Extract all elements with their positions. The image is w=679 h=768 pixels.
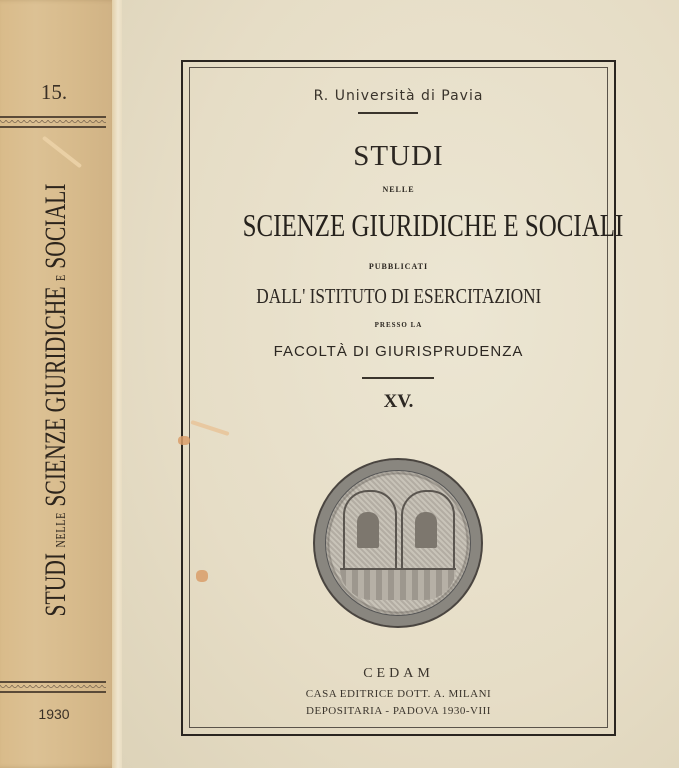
divider-rule xyxy=(358,112,418,114)
spine-bottom-rule xyxy=(0,681,106,693)
published-label: PUBBLICATI xyxy=(368,262,429,271)
spine-volume-number: 15. xyxy=(40,80,68,104)
institute-name xyxy=(189,284,608,309)
stain-mark xyxy=(196,570,208,582)
spine-fold xyxy=(112,0,122,768)
university-seal-icon xyxy=(313,458,483,628)
book-spine xyxy=(0,0,118,768)
faculty-name: FACOLTÀ DI GIURISPRUDENZA xyxy=(273,343,524,360)
seal-seated-figure xyxy=(357,512,379,548)
spine-title-nelle: NELLE xyxy=(54,511,69,548)
seal-base-ornament xyxy=(340,568,456,600)
subtitle-text: SCIENZE GIURIDICHE E SOCIALI xyxy=(242,207,624,243)
publisher-house: CASA EDITRICE DOTT. A. MILANI xyxy=(305,688,492,700)
divider-rule xyxy=(362,377,434,379)
presso-label: PRESSO LA xyxy=(374,321,423,329)
university-name: R. Università di Pavia xyxy=(313,88,484,104)
spine-title xyxy=(39,99,73,700)
seal-standing-figure xyxy=(415,512,437,548)
volume-number: XV. xyxy=(383,391,414,412)
publisher-name: CEDAM xyxy=(363,666,434,681)
spine-title-e: E xyxy=(54,274,69,281)
subtitle xyxy=(189,207,624,244)
stain-mark xyxy=(178,436,190,445)
institute-text: DALL' ISTITUTO DI ESERCITAZIONI xyxy=(255,284,541,308)
title-connector: NELLE xyxy=(382,185,415,194)
spine-title-sociali: SOCIALI xyxy=(39,183,72,269)
publisher-location: DEPOSITARIA - PADOVA 1930-VIII xyxy=(306,705,491,717)
title-main: STUDI xyxy=(353,140,444,172)
spine-title-scienze: SCIENZE GIURIDICHE xyxy=(39,286,72,507)
spine-title-studi: STUDI xyxy=(39,552,72,617)
spine-year: 1930 xyxy=(38,706,70,722)
